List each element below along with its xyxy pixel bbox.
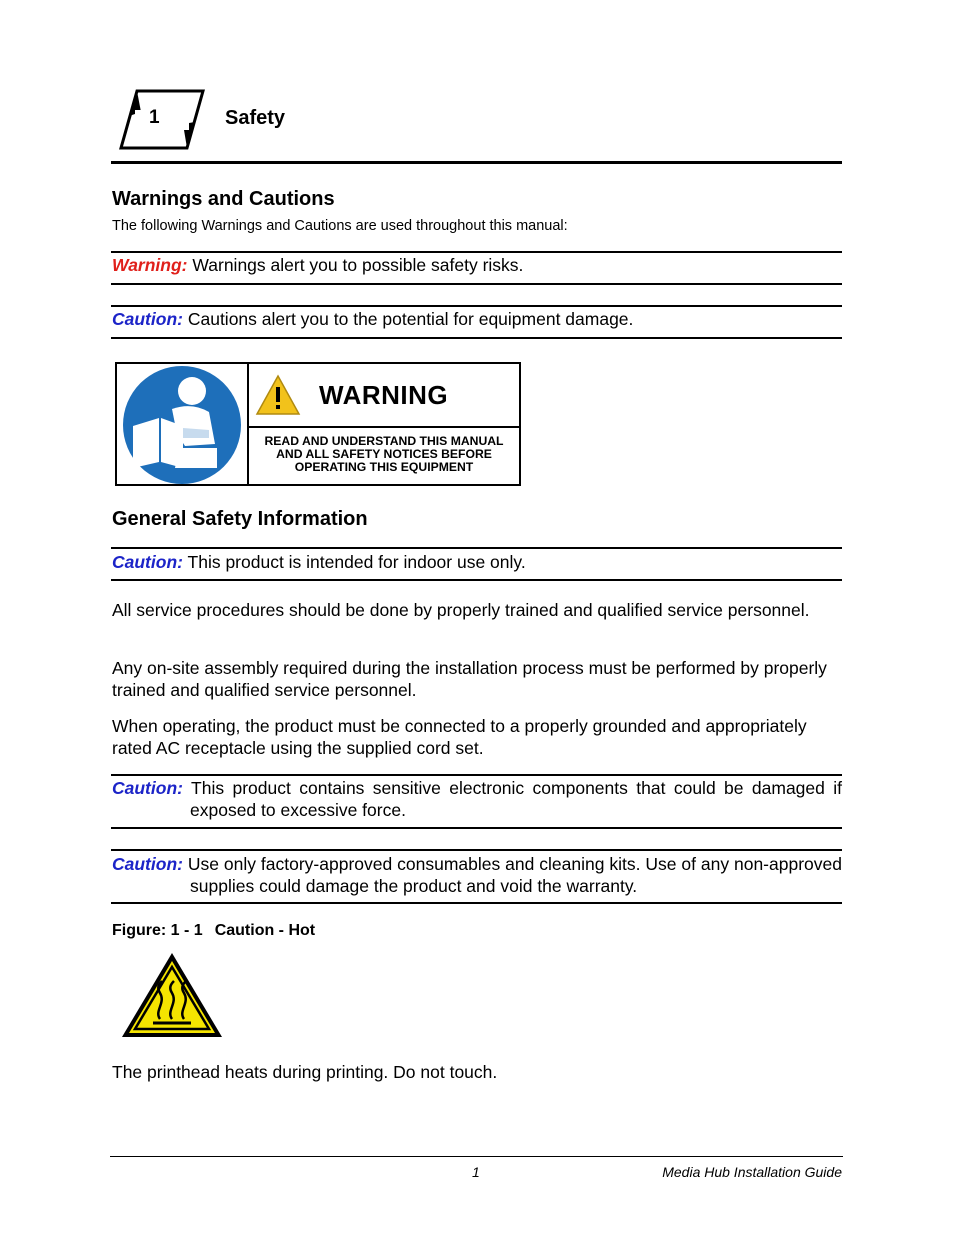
paragraph-grounding: When operating, the product must be connected to a properly grounded and appropriately rated AC receptacle using the supplied cord set. — [112, 716, 807, 758]
read-manual-icon — [117, 364, 247, 484]
notice-rule — [111, 849, 842, 851]
footer-page-number: 1 — [472, 1164, 480, 1180]
footer-document-title: Media Hub Installation Guide — [662, 1164, 842, 1180]
chapter-rule — [111, 161, 842, 164]
caution-notice — [112, 308, 842, 330]
section-heading-warnings: Warnings and Cautions — [112, 188, 335, 210]
chapter-number: 1 — [149, 107, 160, 128]
sign-line: AND ALL SAFETY NOTICES BEFORE — [276, 447, 492, 461]
caution-text: Use only factory-approved consumables and cleaning kits. Use of any non-approved supplies could damage the product and void the warranty. — [187, 854, 842, 896]
caution-label: Caution: — [112, 309, 183, 329]
warning-text: Warnings alert you to possible safety risks. — [192, 255, 524, 275]
sign-body — [249, 428, 519, 484]
warning-sign — [115, 362, 521, 486]
figure-description: The printhead heats during printing. Do not touch. — [112, 1062, 498, 1082]
section-heading-general: General Safety Information — [112, 508, 368, 530]
caution-notice-force — [112, 777, 842, 821]
figure-caption — [112, 922, 327, 940]
sign-header — [249, 364, 519, 428]
notice-rule — [111, 902, 842, 904]
warning-label: Warning: — [112, 255, 188, 275]
notice-rule — [111, 305, 842, 307]
caution-text: Cautions alert you to the potential for equipment damage. — [187, 309, 634, 329]
caution-text: This product contains sensitive electronic components that could be damaged if exposed to excessive force. — [190, 778, 843, 820]
figure-title: Caution - Hot — [214, 922, 316, 939]
sign-pictogram-panel — [117, 364, 249, 484]
sign-word: WARNING — [319, 380, 449, 410]
notice-rule — [111, 774, 842, 776]
paragraph-service: All service procedures should be done by properly trained and qualified service personnel. — [112, 600, 810, 620]
notice-rule — [111, 283, 842, 285]
chapter-title: Safety — [225, 107, 286, 129]
sign-line: READ AND UNDERSTAND THIS MANUAL — [264, 434, 504, 448]
caution-notice-indoor — [112, 551, 842, 573]
hot-surface-icon — [120, 951, 224, 1039]
caution-label: Caution: — [112, 552, 183, 572]
caution-text: This product is intended for indoor use only. — [187, 552, 526, 572]
notice-rule — [111, 251, 842, 253]
warnings-intro: The following Warnings and Cautions are used throughout this manual: — [112, 218, 568, 234]
notice-rule — [111, 579, 842, 581]
notice-rule — [111, 827, 842, 829]
sign-line: OPERATING THIS EQUIPMENT — [294, 460, 474, 474]
notice-rule — [111, 337, 842, 339]
paragraph-assembly: Any on-site assembly required during the installation process must be performed by properly trained and qualified service personnel. — [112, 658, 827, 700]
figure-number: Figure: 1 - 1 — [112, 922, 203, 939]
footer-rule — [110, 1156, 843, 1157]
caution-label: Caution: — [112, 854, 183, 874]
alert-triangle-icon — [255, 374, 301, 416]
notice-rule — [111, 547, 842, 549]
chapter-icon — [115, 88, 205, 152]
warning-notice — [112, 254, 842, 276]
caution-label: Caution: — [112, 778, 183, 798]
caution-notice-consumables — [112, 853, 842, 897]
